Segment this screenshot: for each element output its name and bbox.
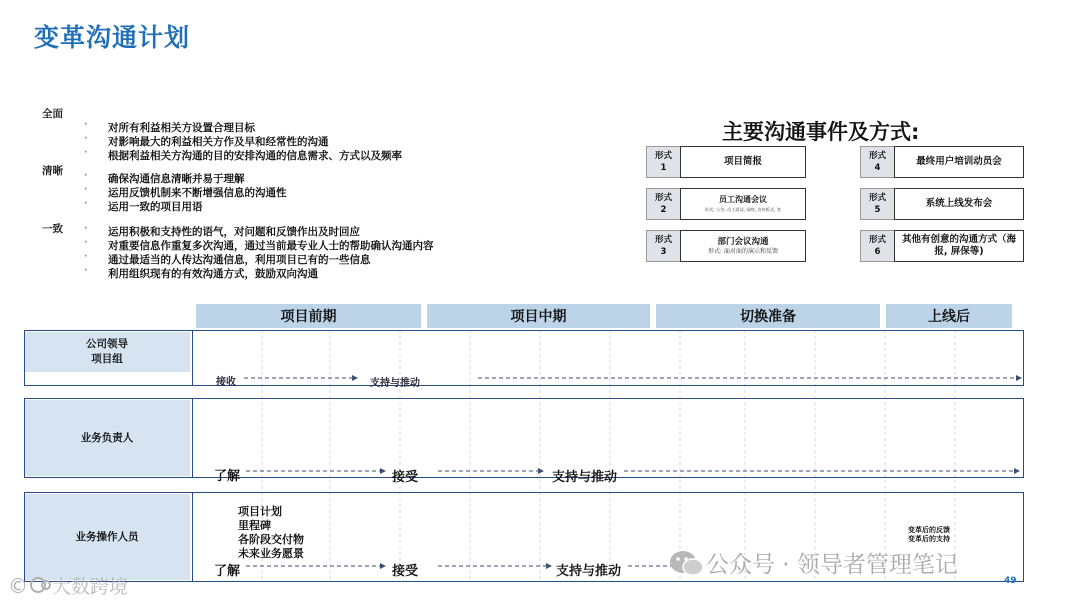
- event-tag: 形式 5: [860, 188, 895, 220]
- events-title: 主要沟通事件及方式:: [722, 120, 920, 144]
- principle-item: · 确保沟通信息清晰并易于理解: [84, 171, 245, 185]
- page-title: 变革沟通计划: [34, 23, 191, 52]
- event-box-dept-meeting: 部门会议沟通 形式: 面对面的演示和反馈: [680, 230, 806, 262]
- event-tag: 形式 2: [646, 188, 681, 220]
- flow-stage-support: 支持与推动: [370, 378, 420, 389]
- watermark-logo-icon: [6, 573, 52, 599]
- principle-item: · 对重要信息作重复多次沟通，通过当前最专业人士的帮助确认沟通内容: [84, 238, 434, 252]
- deliverable-item: 项目计划: [238, 505, 282, 518]
- principle-item: · 对所有利益相关方设置合理目标: [84, 120, 255, 134]
- watermark-left: © 大数跨境: [8, 573, 129, 598]
- row-label-business-owner: 业务负责人: [24, 400, 190, 476]
- deliverable-item: 未来业务愿景: [238, 547, 304, 560]
- row-label-leadership: 公司领导 项目组: [24, 332, 190, 372]
- deliverable-item: 各阶段交付物: [238, 533, 304, 546]
- event-tag: 形式 3: [646, 230, 681, 262]
- flow-stage-receive: 接收: [216, 377, 236, 388]
- event-tag: 形式 6: [860, 230, 895, 262]
- principle-item: · 通过最适当的人传达沟通信息，利用项目已有的一些信息: [84, 252, 371, 266]
- phase-header-post-live: 上线后: [886, 304, 1012, 328]
- event-tag: 形式 1: [646, 146, 681, 178]
- principle-item: · 对影响最大的利益相关方作及早和经常性的沟通: [84, 134, 329, 148]
- event-box-staff-meeting: 员工沟通会议 形式: 公告, 员工面谈, 网络, 宣传板式, 等: [680, 188, 806, 220]
- deliverable-item: 里程碑: [238, 519, 271, 532]
- flow-stage-accept: 接受: [392, 470, 419, 485]
- event-box-creative: 其他有创意的沟通方式（海报, 屏保等): [894, 230, 1024, 262]
- row-label-operators: 业务操作人员: [24, 494, 190, 580]
- flow-stage-support: 支持与推动: [552, 470, 618, 485]
- principle-item: · 运用积极和支持性的语气，对问题和反馈作出及时回应: [84, 224, 360, 238]
- phase-header-mid: 项目中期: [427, 304, 650, 328]
- post-live-notes: 变革后的反馈 变革后的支持: [908, 526, 950, 543]
- principle-item: · 根据利益相关方沟通的目的安排沟通的信息需求、方式以及频率: [84, 148, 402, 162]
- event-box-go-live-launch: 系统上线发布会: [894, 188, 1024, 220]
- principle-label-comprehensive: 全面: [42, 108, 63, 120]
- flow-stage-accept: 接受: [392, 564, 419, 579]
- flow-stage-support: 支持与推动: [556, 564, 622, 579]
- principle-item: · 运用一致的项目用语: [84, 199, 203, 213]
- phase-header-cutover: 切换准备: [656, 304, 880, 328]
- principle-label-clear: 清晰: [42, 165, 63, 177]
- event-box-training-kickoff: 最终用户培训动员会: [894, 146, 1024, 178]
- event-box-briefing: 项目简报: [680, 146, 806, 178]
- flow-stage-understand: 了解: [214, 564, 241, 579]
- phase-header-early: 项目前期: [196, 304, 421, 328]
- wechat-icon: [668, 548, 706, 578]
- principle-item: · 运用反馈机制来不断增强信息的沟通性: [84, 185, 287, 199]
- principle-item: · 利用组织现有的有效沟通方式，鼓励双向沟通: [84, 266, 318, 280]
- principle-label-consistent: 一致: [42, 223, 63, 235]
- flow-stage-understand: 了解: [214, 469, 241, 484]
- event-tag: 形式 4: [860, 146, 895, 178]
- watermark-right: 公众号 · 领导者管理笔记: [668, 546, 958, 579]
- page-number: 49: [1004, 576, 1017, 586]
- svg-text:©: ©: [8, 573, 28, 598]
